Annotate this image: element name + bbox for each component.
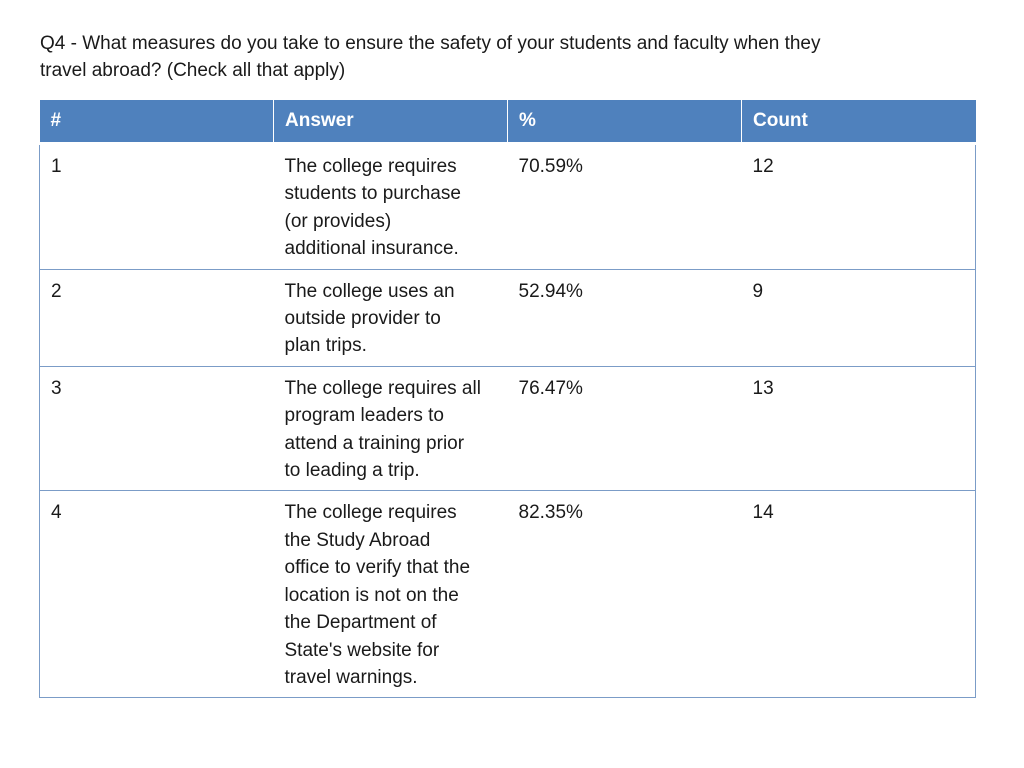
- row-percent: 76.47%: [508, 366, 742, 491]
- answer-line: additional insurance.: [284, 238, 459, 260]
- answer-line: outside provider to: [284, 308, 441, 330]
- answer-line: the Study Abroad: [284, 529, 431, 551]
- row-number: 3: [40, 366, 274, 491]
- row-answer: [274, 491, 508, 698]
- row-count: 12: [742, 144, 976, 270]
- row-percent: 52.94%: [508, 269, 742, 366]
- results-table: [39, 100, 976, 698]
- answer-line: (or provides): [284, 210, 392, 232]
- answer-line: travel warnings.: [284, 666, 418, 688]
- table-row: [40, 491, 976, 698]
- answer-line: office to verify that the: [284, 557, 471, 579]
- header-count: Count: [742, 100, 976, 144]
- row-answer: [274, 144, 508, 270]
- row-percent: 82.35%: [508, 491, 742, 698]
- answer-line: the Department of: [284, 612, 437, 634]
- answer-line: attend a training prior: [284, 432, 465, 454]
- row-count: 14: [742, 491, 976, 698]
- question-line-2: travel abroad? (Check all that apply): [40, 60, 346, 81]
- row-answer: [274, 269, 508, 366]
- header-answer: Answer: [274, 100, 508, 144]
- answer-line: The college requires all: [284, 377, 481, 399]
- answer-line: location is not on the: [284, 584, 459, 606]
- answer-line: program leaders to: [284, 405, 444, 427]
- table-header-row: [40, 100, 976, 144]
- row-percent: 70.59%: [508, 144, 742, 270]
- question-title: [40, 30, 940, 84]
- table-row: [40, 269, 976, 366]
- answer-line: to leading a trip.: [284, 460, 420, 482]
- row-number: 2: [40, 269, 274, 366]
- question-line-1: Q4 - What measures do you take to ensure the safety of your students and faculty when they: [40, 33, 821, 54]
- table-row: [40, 366, 976, 491]
- answer-line: State's website for: [284, 639, 440, 661]
- row-count: 13: [742, 366, 976, 491]
- row-number: 1: [40, 144, 274, 270]
- answer-line: The college uses an: [284, 280, 455, 302]
- table-row: [40, 144, 976, 270]
- row-number: 4: [40, 491, 274, 698]
- answer-line: The college requires: [284, 156, 457, 177]
- header-number: #: [40, 100, 274, 144]
- answer-line: The college requires: [284, 502, 457, 524]
- row-answer: [274, 366, 508, 491]
- header-percent: %: [508, 100, 742, 144]
- answer-line: plan trips.: [284, 335, 367, 357]
- answer-line: students to purchase: [284, 183, 461, 205]
- row-count: 9: [742, 269, 976, 366]
